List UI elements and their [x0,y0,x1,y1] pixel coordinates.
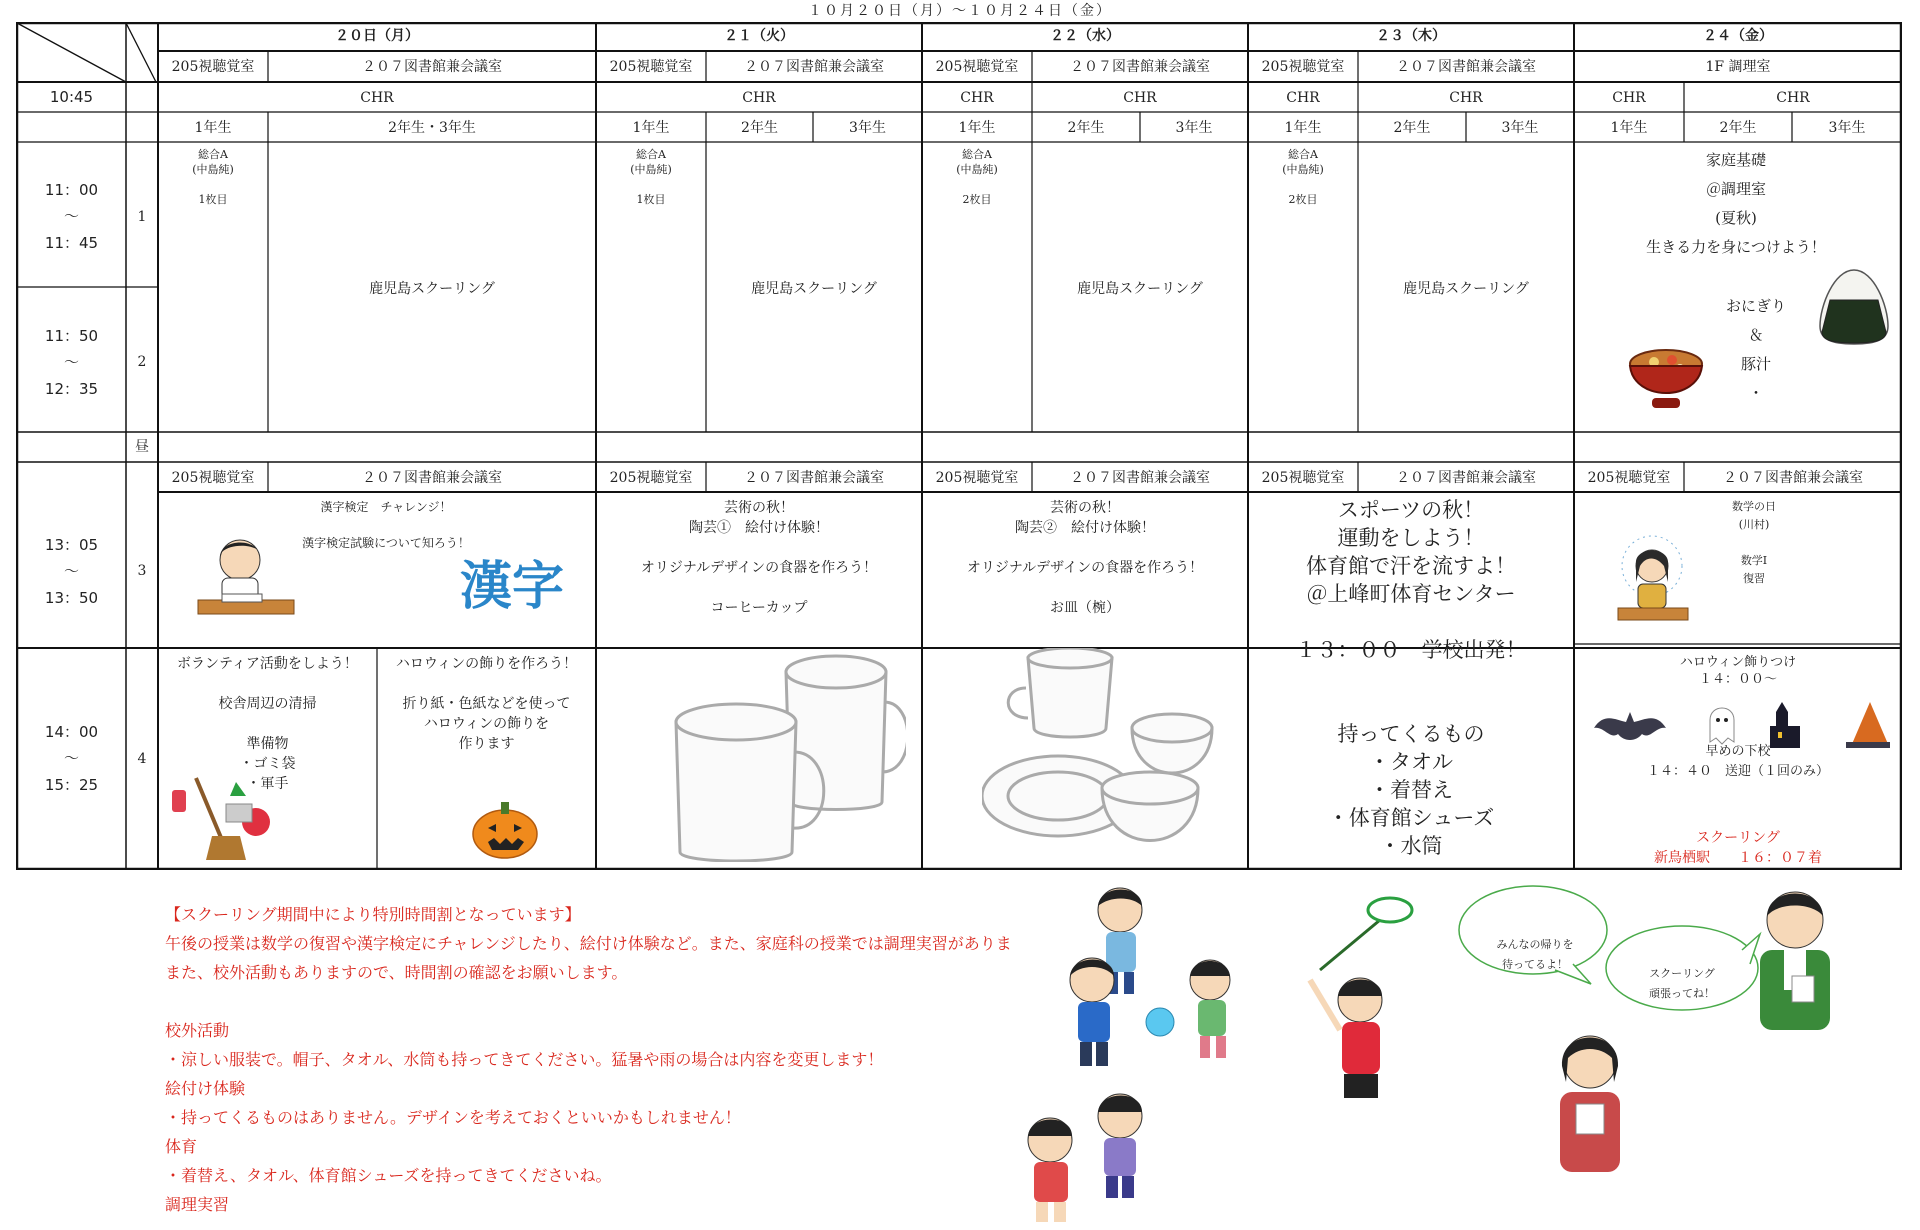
period-number: 1 [137,209,147,225]
time-10-45: 10:45 [49,88,94,106]
chr-label: CHR [1286,90,1320,106]
fri-menu: おにぎり ＆ 豚汁 ・ [1725,297,1786,402]
speech-bubble-right-text: スクーリング 頑張ってね！ [1649,967,1715,1000]
cleaning-tools-icon [166,774,276,864]
room-label: ２０７図書館兼会議室 [1396,470,1536,486]
room-label: ２０７図書館兼会議室 [362,470,502,486]
day-header-thu: ２３（木） [1376,28,1446,44]
speech-bubble-left-text: みんなの帰りを 待ってるよ！ [1496,938,1574,971]
room-label: 205視聴覚室 [171,59,255,75]
room-label: 205視聴覚室 [171,470,255,486]
note-line: また、校外活動もありますので、時間割の確認をお願いします。 [165,963,628,982]
p3-wed-pottery: 芸術の秋！ 陶芸② 絵付け体験！ オリジナルデザインの食器を作ろう！ お皿（椀） [966,500,1204,616]
grade-label: 3年生 [849,120,886,136]
teacher-man-icon [1740,880,1850,1040]
schooling-label: 鹿児島スクーリング [751,281,877,297]
grade-label: 1年生 [194,120,232,136]
student-studying-icon [192,534,302,630]
room-label: 205視聴覚室 [1261,470,1345,486]
note-line: ・涼しい服装で。帽子、タオル、水筒も持ってきてください。猛暑や雨の場合は内容を変更します！ [165,1050,884,1069]
room-label: ２０７図書館兼会議室 [1723,470,1863,486]
room-label: ２０７図書館兼会議室 [1396,59,1536,75]
grade-label: 3年生 [1828,120,1866,136]
period-number: 4 [137,751,147,767]
time-period-2: 11：50 〜 12：35 [44,327,99,398]
time-period-1: 11：00 〜 11：45 [44,181,99,252]
p4-fri-early-dismissal: 早めの下校 １４：４０ 送迎（１回のみ） [1646,744,1829,779]
day-header-fri: ２４（金） [1703,28,1773,44]
room-label: 205視聴覚室 [609,59,693,75]
grade-label: 1年生 [1610,120,1648,136]
room-label: 205視聴覚室 [1587,470,1671,486]
room-label: ２０７図書館兼会議室 [1070,470,1210,486]
note-line: ・着替え、タオル、体育館シューズを持ってきてくださいね。 [165,1166,612,1185]
period-number: 2 [137,354,147,370]
grade-label: 2年生・3年生 [388,120,476,136]
grade-label: 2年生 [1067,120,1105,136]
note-line: 調理実習 [165,1195,230,1214]
chr-label: CHR [960,90,994,106]
notes-section [165,900,1095,1219]
onigiri-icon [1816,266,1892,346]
schooling-label: 鹿児島スクーリング [369,281,495,297]
p3-thu-sports: スポーツの秋！ 運動をしよう！ 体育館で汗を流すよ！ ＠上峰町体育センター １３：００ 学校出発！ 持ってくるもの ・タオル ・着替え ・体育館シューズ ・水筒 [1295,498,1527,858]
grade-label: 1年生 [632,120,670,136]
miso-soup-icon [1626,344,1706,416]
note-line: 【スクーリング期間中により特別時間割となっています】 [165,905,581,924]
room-label: 1F 調理室 [1705,59,1771,75]
grade-label: 1年生 [958,120,996,136]
grade-label: 1年生 [1284,120,1322,136]
period-number: 3 [137,563,147,579]
page-title: １０月２０日（月）〜１０月２４日（金） [808,3,1112,19]
bowls-plates-icon [982,648,1222,868]
schooling-label: 鹿児島スクーリング [1403,281,1529,297]
room-label: 205視聴覚室 [609,470,693,486]
time-period-4: 14：00 〜 15：25 [44,723,99,794]
p4-mon-halloween: ハロウィンの飾りを作ろう！ 折り紙・色紙などを使って ハロウィンの飾りを 作ります [395,656,578,752]
lunch-label: 昼 [135,439,149,455]
p3-tue-pottery: 芸術の秋！ 陶芸① 絵付け体験！ オリジナルデザインの食器を作ろう！ コーヒーカップ [640,500,878,616]
class-cell-tue-g1: 総合A (中島純) 1枚目 [630,148,672,206]
grade-label: 2年生 [1393,120,1431,136]
day-header-tue: ２１（火） [724,28,794,44]
note-line [165,987,1095,1016]
p4-fri-halloween-decor: ハロウィン飾りつけ １４：００〜 [1679,655,1797,687]
chr-label: CHR [742,90,776,106]
fri-cooking-class: 家庭基礎 ＠調理室 (夏秋) 生きる力を身につけよう！ [1646,151,1826,256]
p4-mon-volunteer: ボランティア活動をしよう！ 校舎周辺の清掃 準備物 ・ゴミ袋 ・軍手 [177,656,358,792]
note-line: ・持ってくるものはありません。デザインを考えておくといいかもしれません！ [165,1108,741,1127]
day-header-wed: ２２（水） [1050,28,1120,44]
day-header-mon: ２０日（月） [335,28,419,44]
chr-label: CHR [1612,90,1646,106]
pumpkin-icon [470,796,540,860]
chr-label: CHR [1449,90,1483,106]
grade-label: 3年生 [1175,120,1213,136]
class-cell-thu-g1: 総合A (中島純) 2枚目 [1282,148,1324,206]
coffee-cups-icon [656,632,906,862]
room-label: ２０７図書館兼会議室 [744,470,884,486]
grade-label: 3年生 [1501,120,1539,136]
room-label: 205視聴覚室 [935,59,1019,75]
room-label: 205視聴覚室 [935,470,1019,486]
p3-mon-kanji: 漢字検定 チャレンジ！ 漢字検定試験について知ろう！ [302,500,470,550]
room-label: ２０７図書館兼会議室 [1070,59,1210,75]
room-label: 205視聴覚室 [1261,59,1345,75]
children-playing-illustration [1010,880,1490,1225]
chr-label: CHR [1123,90,1157,106]
kanji-art: 漢字 [459,557,564,617]
grade-label: 2年生 [741,120,778,136]
note-line: 午後の授業は数学の復習や漢字検定にチャレンジしたり、絵付け体験など。また、家庭科の授業では調理実習がありま [165,934,1012,953]
teacher-woman-icon [1540,1022,1640,1182]
note-line: 校外活動 [165,1021,230,1040]
p4-fri-schooling-arrival: スクーリング 新鳥栖駅 １６：０７着 [1654,830,1822,866]
room-label: ２０７図書館兼会議室 [362,59,502,75]
room-label: ２０７図書館兼会議室 [744,59,884,75]
class-cell-wed-g1: 総合A (中島純) 2枚目 [956,148,998,206]
math-student-icon [1610,532,1694,632]
class-cell-mon-g1: 総合A (中島純) 1枚目 [192,148,234,206]
timetable [16,22,1902,870]
chr-label: CHR [360,90,394,106]
schooling-label: 鹿児島スクーリング [1077,281,1203,297]
note-line: 体育 [165,1137,198,1156]
halloween-icons [1590,698,1890,754]
p3-fri-math: 数学の日 (川村) 数学Ⅰ 復習 [1732,500,1776,585]
chr-label: CHR [1776,90,1810,106]
grade-label: 2年生 [1719,120,1757,136]
note-line: 絵付け体験 [165,1079,246,1098]
time-period-3: 13：05 〜 13：50 [44,536,99,607]
